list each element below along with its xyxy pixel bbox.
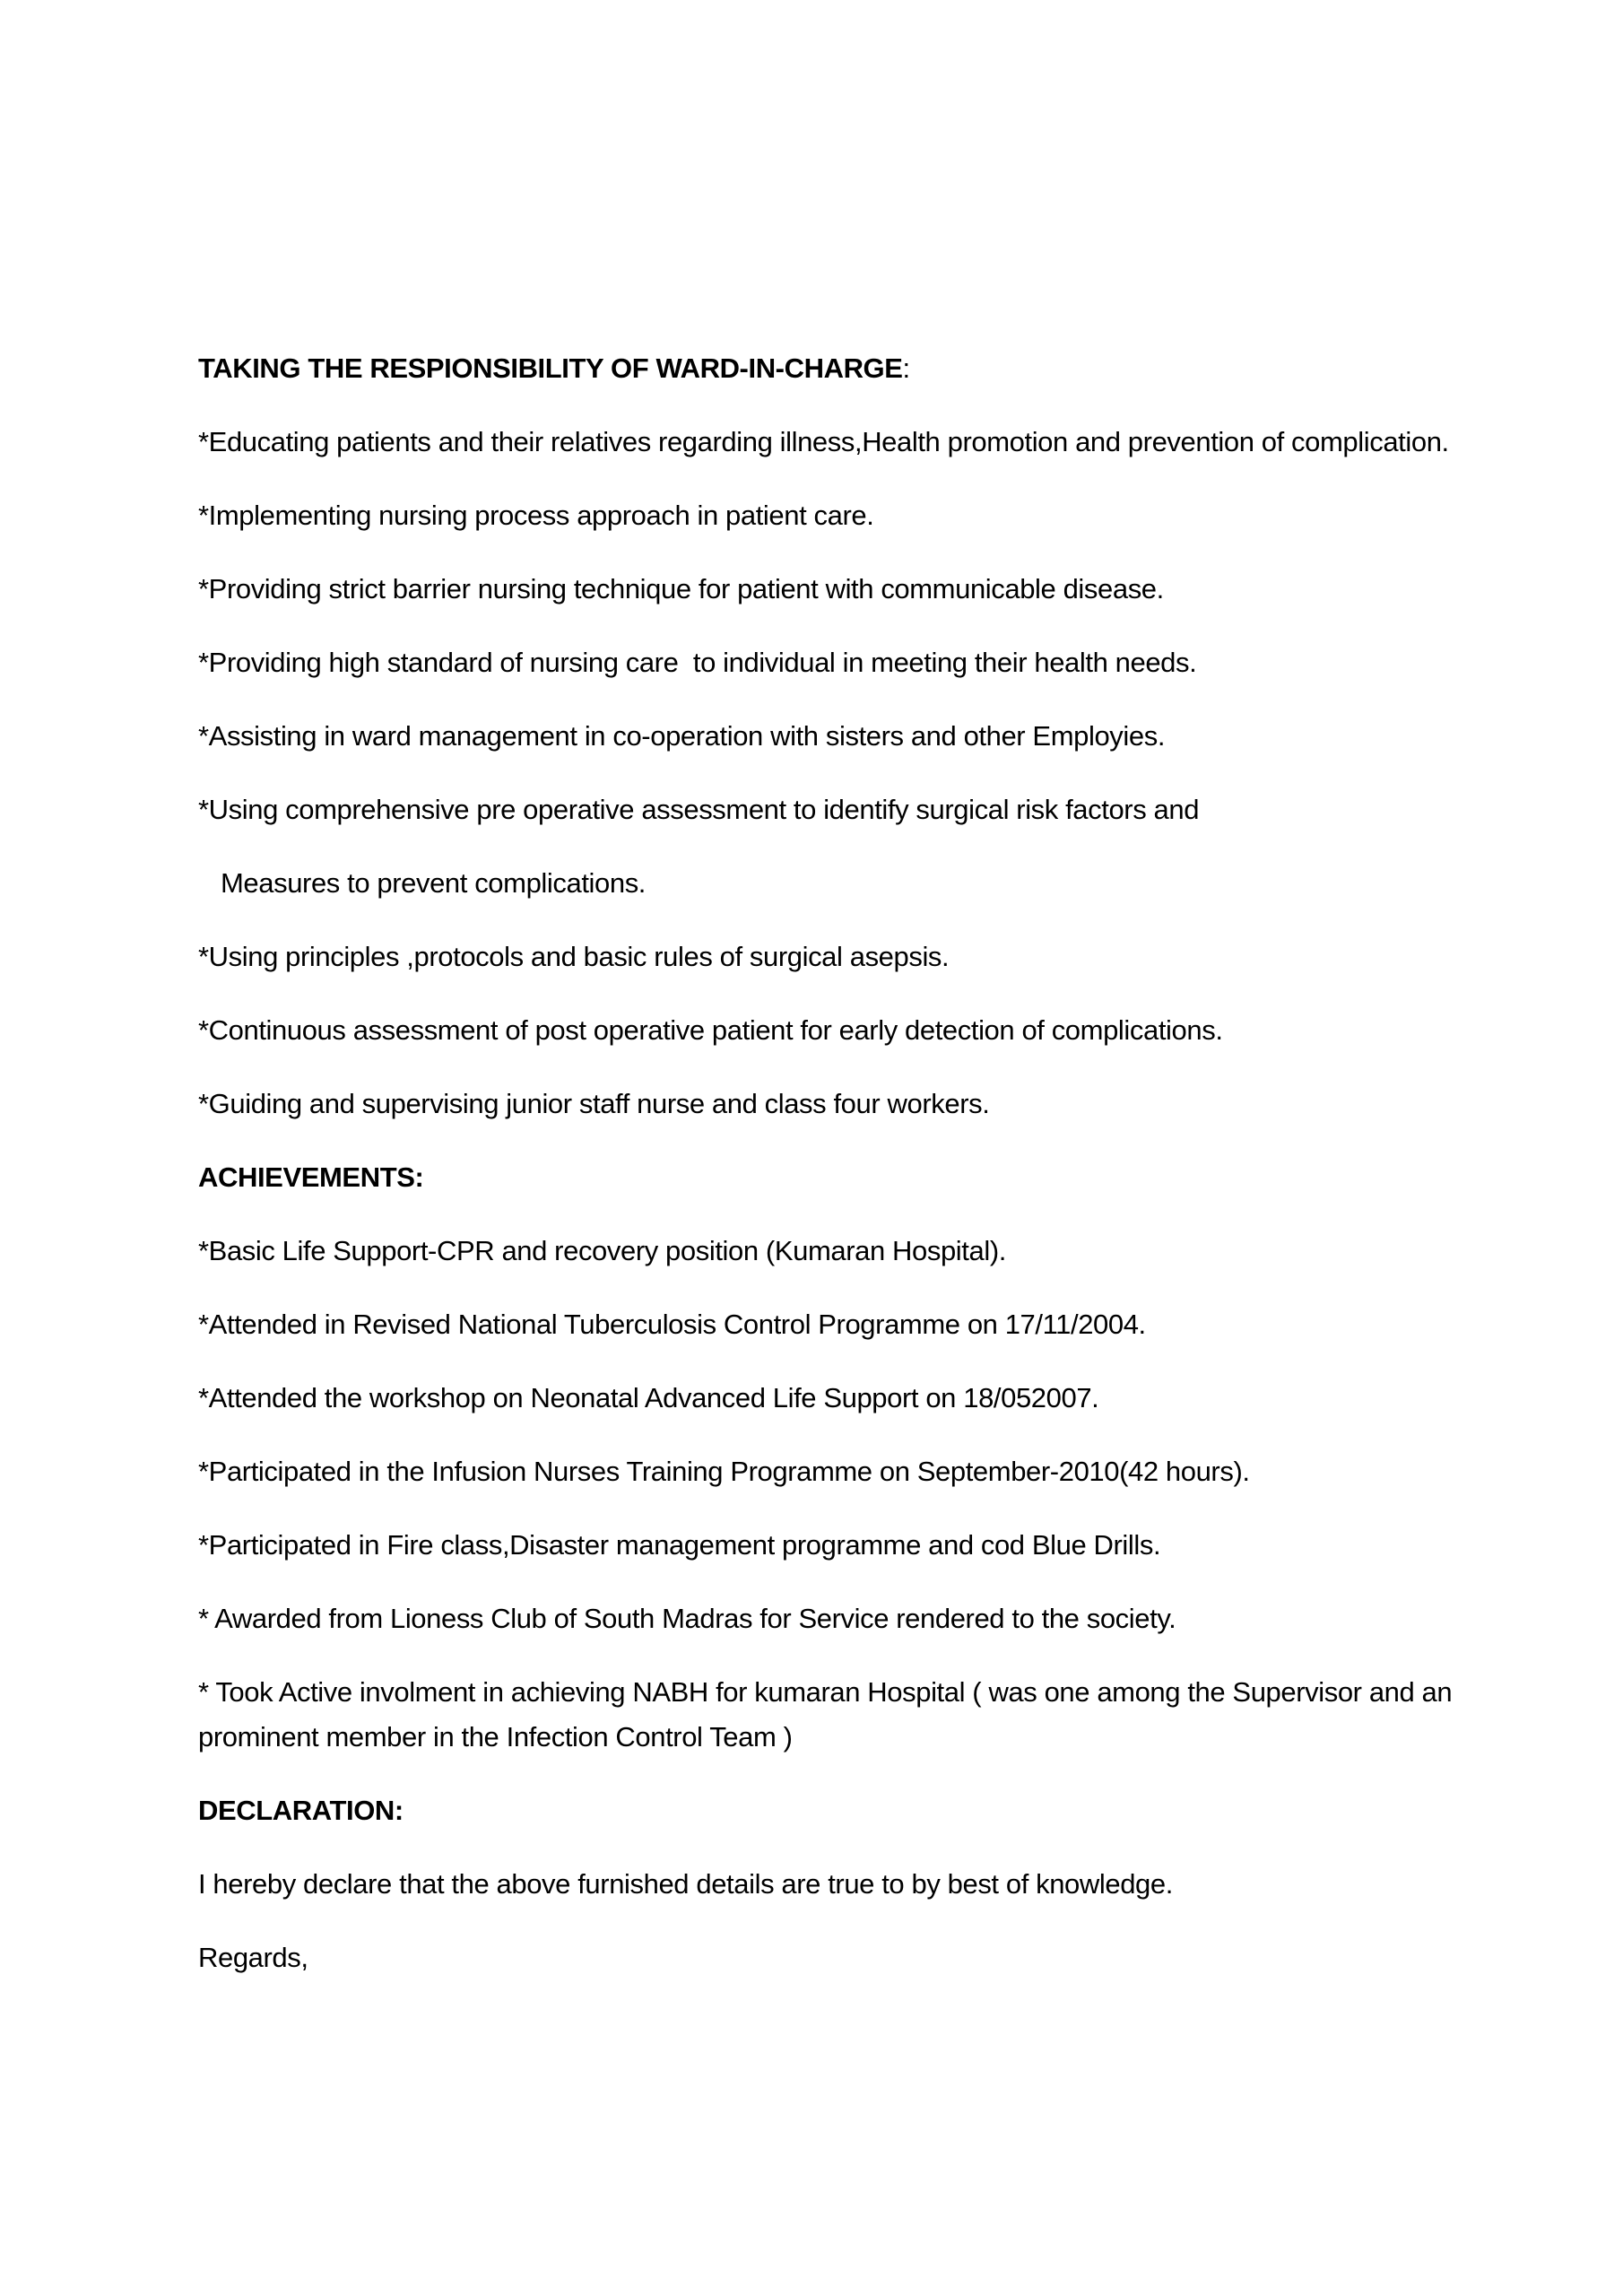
achievement-item: *Participated in Fire class,Disaster management programme and cod Blue Drills. <box>198 1529 1161 1561</box>
achievement-item: *Attended in Revised National Tuberculosis Control Programme on 17/11/2004. <box>198 1309 1146 1340</box>
achievement-item: * Awarded from Lioness Club of South Madras for Service rendered to the society. <box>198 1603 1176 1634</box>
achievement-item: *Participated in the Infusion Nurses Training Programme on September-2010(42 hours). <box>198 1456 1250 1487</box>
responsibility-item: *Continuous assessment of post operative patient for early detection of complications. <box>198 1014 1223 1046</box>
responsibility-item: *Implementing nursing process approach in patient care. <box>198 500 874 531</box>
section-heading-declaration: DECLARATION: <box>198 1795 404 1826</box>
document-page <box>198 346 1471 2009</box>
heading-text: TAKING THE RESPIONSIBILITY OF WARD-IN-CHARGE <box>198 352 903 384</box>
achievement-item: *Basic Life Support-CPR and recovery position (Kumaran Hospital). <box>198 1235 1006 1266</box>
responsibility-item: *Assisting in ward management in co-operation with sisters and other Employies. <box>198 720 1166 752</box>
heading-colon: : <box>902 352 910 384</box>
responsibility-item: *Providing high standard of nursing care to individual in meeting their health needs. <box>198 647 1197 678</box>
declaration-text: I hereby declare that the above furnished details are true to by best of knowledge. <box>198 1868 1173 1900</box>
section-heading-achievements: ACHIEVEMENTS: <box>198 1161 424 1193</box>
responsibility-item: *Guiding and supervising junior staff nurse and class four workers. <box>198 1088 990 1119</box>
closing-regards: Regards, <box>198 1942 308 1973</box>
responsibility-item: *Educating patients and their relatives regarding illness,Health promotion and prevention of complication. <box>198 426 1449 457</box>
achievement-item: * Took Active involment in achieving NABH for kumaran Hospital ( was one among the Supervisor and an prominent member in the Infection Control Team ) <box>198 1676 1460 1752</box>
responsibility-item-continuation: Measures to prevent complications. <box>221 867 647 899</box>
responsibility-item: *Providing strict barrier nursing technique for patient with communicable disease. <box>198 573 1164 604</box>
section-heading-ward-in-charge <box>198 346 1471 391</box>
responsibility-item: *Using principles ,protocols and basic rules of surgical asepsis. <box>198 941 950 972</box>
responsibility-item: *Using comprehensive pre operative assessment to identify surgical risk factors and <box>198 794 1200 825</box>
achievement-item: *Attended the workshop on Neonatal Advanced Life Support on 18/052007. <box>198 1382 1099 1413</box>
